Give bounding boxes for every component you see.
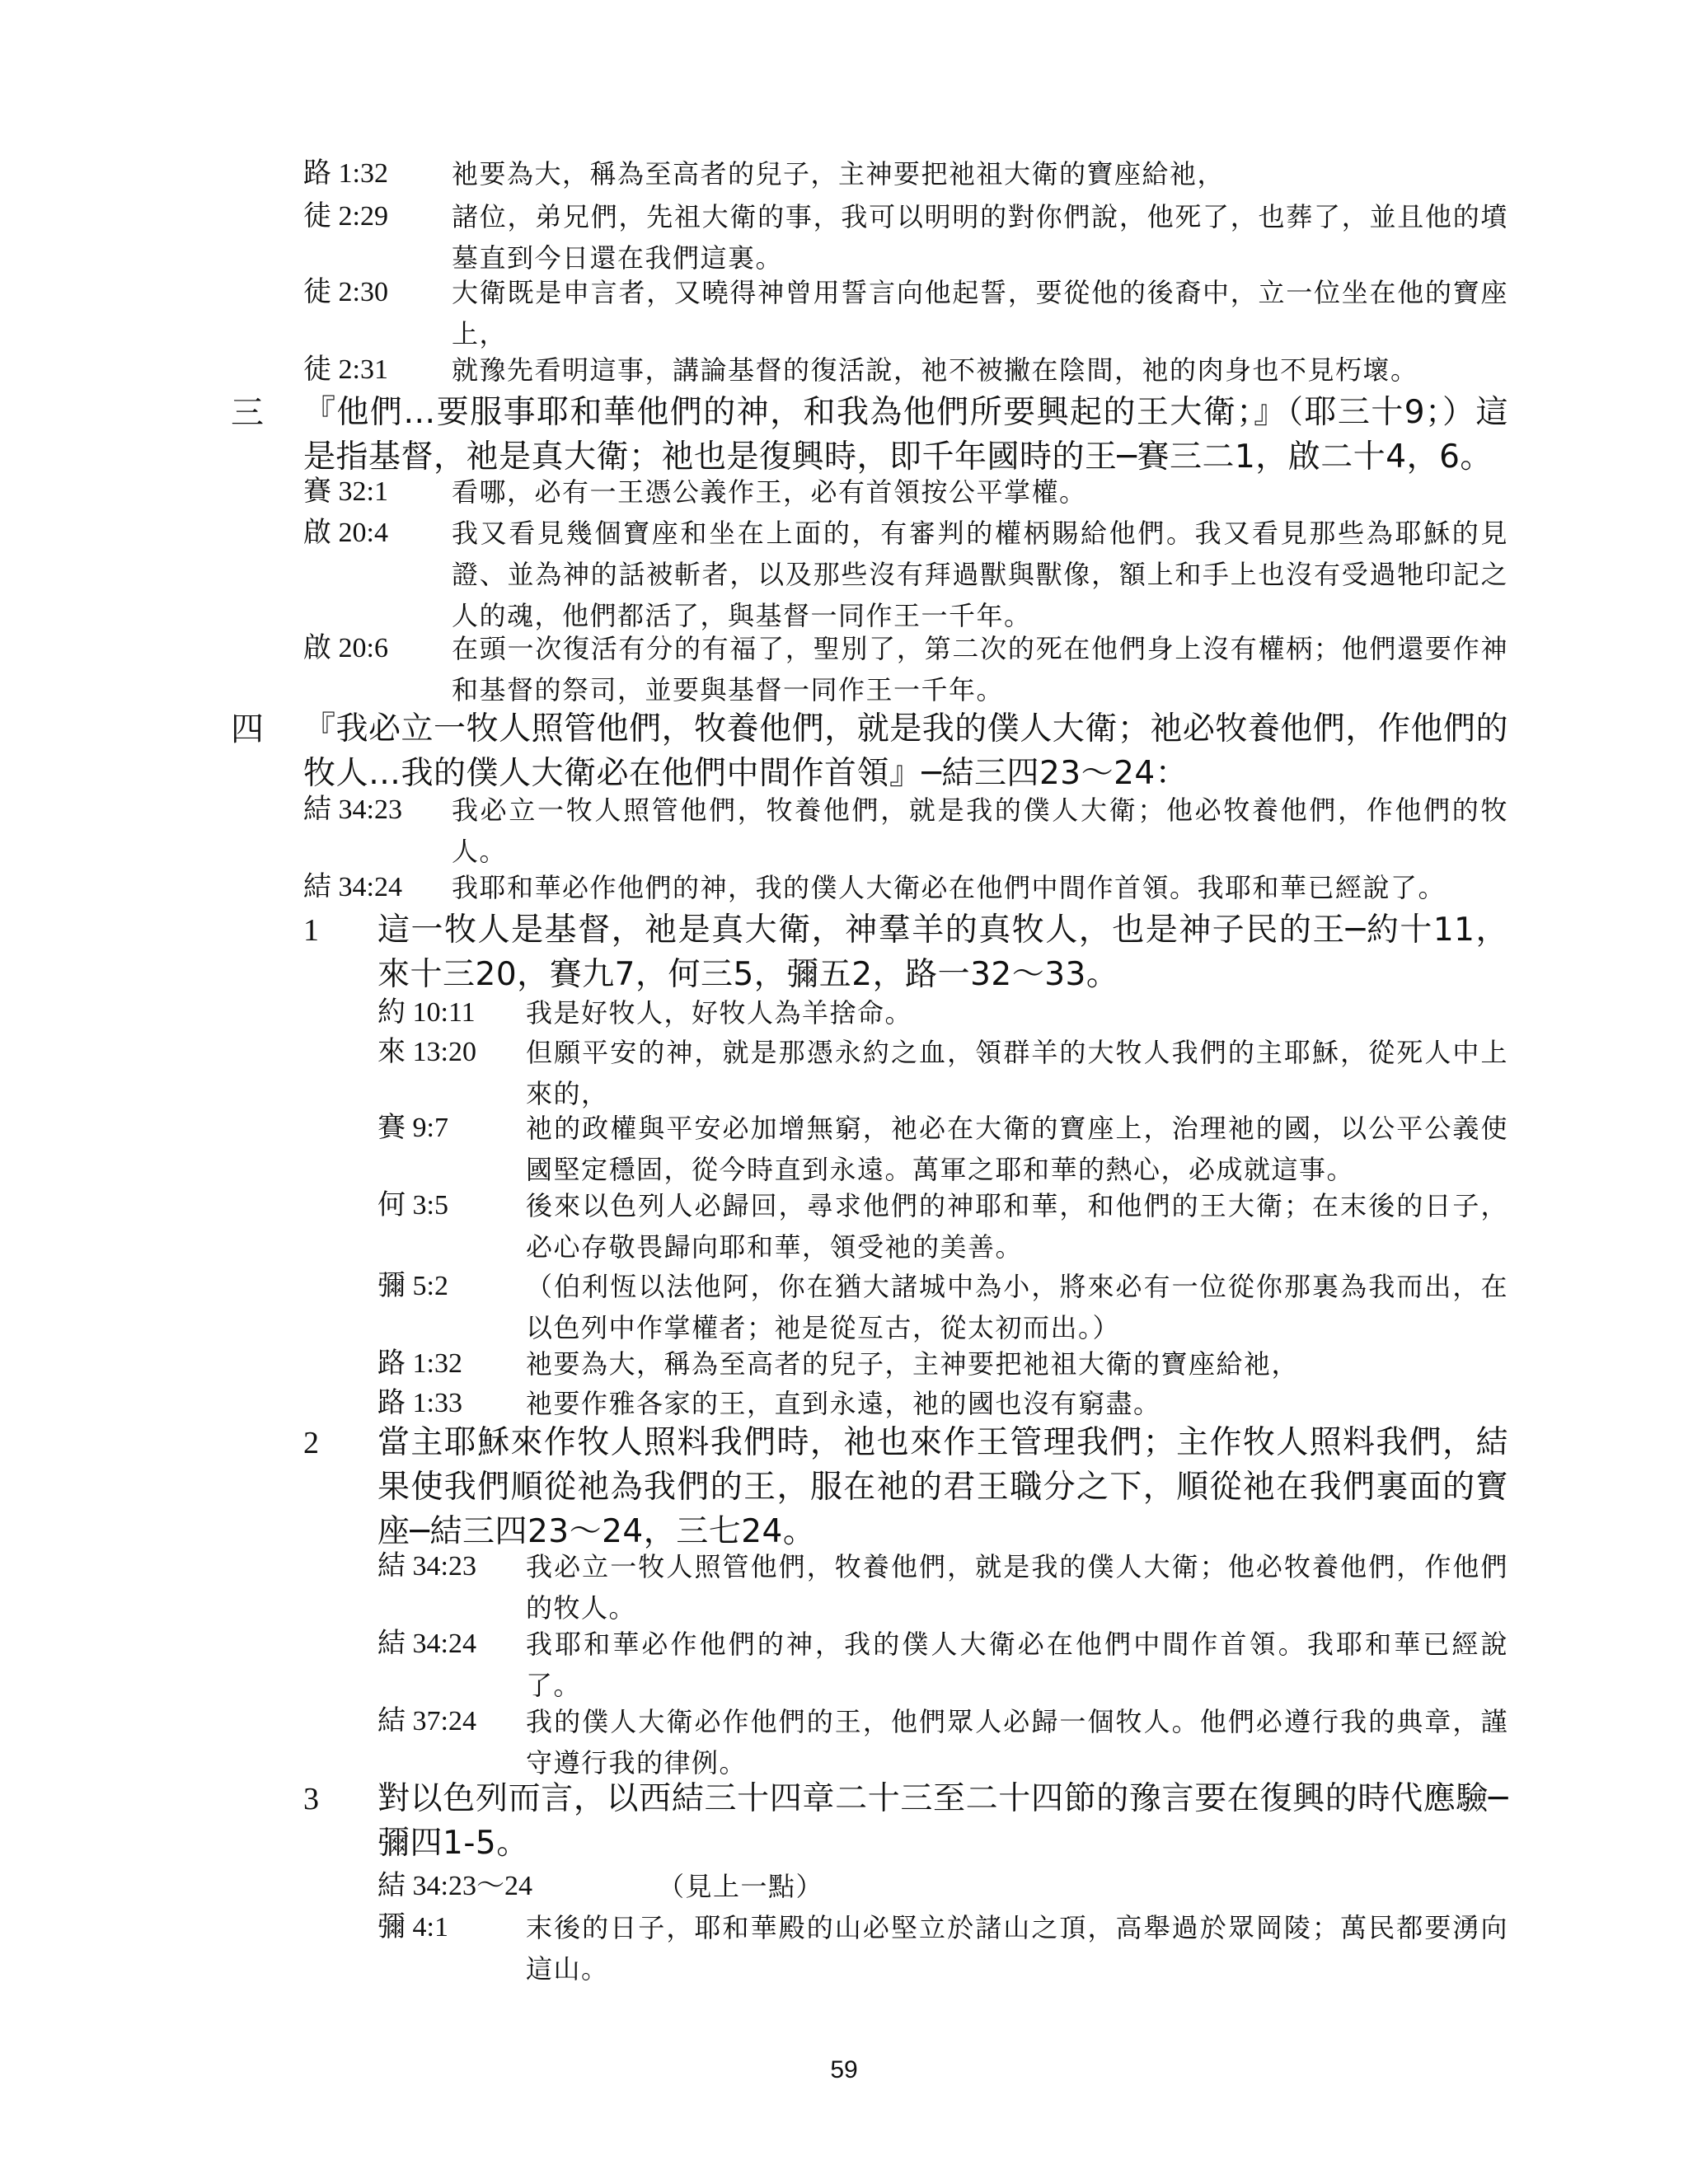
sub-point-text: 這一牧人是基督，祂是真大衛，神羣羊的真牧人，也是神子民的王─約十11，來十三20，賽九7，何三5，彌五2，路一32～33。 [377,912,1508,993]
verse-text: 我是好牧人，好牧人為羊捨命。 [526,997,913,1029]
verse-item [303,513,1508,636]
verse-item [377,1343,1508,1385]
verse-text: 祂的政權與平安必加增無窮，祂必在大衛的寶座上，治理祂的國，以公平公義使國堅定穩固，從今時直到永遠。萬軍之耶和華的熱心，必成就這事。 [526,1113,1508,1185]
verse-text: （伯利恆以法他阿，你在猶大諸城中為小，將來必有一位從你那裏為我而出，在以色列中作掌權者；祂是從亙古，從太初而出。） [526,1271,1508,1343]
verse-text: 我必立一牧人照管他們，牧養他們，就是我的僕人大衛；他必牧養他們，作他們的牧人。 [452,794,1508,867]
verse-text: 就豫先看明這事，講論基督的復活說，祂不被撇在陰間，祂的肉身也不見朽壞。 [452,354,1418,386]
verse-ref: 結 34:24 [303,872,402,902]
verse-item [377,1624,1508,1706]
verse-text: 祂要作雅各家的王，直到永遠，祂的國也沒有窮盡。 [526,1388,1161,1419]
point-marker: 三 [231,394,264,432]
verse-item [377,1546,1508,1629]
verse-ref: 路 1:32 [377,1348,462,1379]
cross-reference [377,1866,823,1907]
sub-point-number: 3 [303,1782,319,1816]
verse-item [377,1108,1508,1190]
verse-item [303,628,1508,710]
verse-item [303,471,1508,513]
verse-item [303,867,1508,908]
page-number: 59 [830,2056,858,2083]
verse-item [303,272,1508,354]
verse-ref: 啟 20:6 [303,633,388,663]
verse-text: 但願平安的神，就是那憑永約之血，領群羊的大牧人我們的主耶穌，從死人中上來的， [526,1037,1508,1109]
verse-ref: 徒 2:30 [303,277,388,307]
verse-text: 我的僕人大衛必作他們的王，他們眾人必歸一個牧人。他們必遵行我的典章，謹守遵行我的律例。 [526,1706,1508,1779]
outline-point [231,707,1508,796]
sub-point-number: 2 [303,1426,319,1460]
verse-item [377,1383,1508,1424]
sub-point-number: 1 [303,913,319,948]
point-marker: 四 [231,710,264,748]
verse-text: 看哪，必有一王憑公義作王，必有首領按公平掌權。 [452,476,1087,508]
verse-ref: 賽 9:7 [377,1113,448,1143]
verse-item [377,1907,1508,1990]
verse-item [303,349,1508,391]
sub-point [303,1777,1508,1866]
verse-item [303,790,1508,872]
point-text: 『我必立一牧人照管他們，牧養他們，就是我的僕人大衛；祂必牧養他們，作他們的牧人…我的僕人大衛必在他們中間作首領』─結三四23～24： [303,710,1508,792]
verse-ref: 結 34:23～24 [377,1871,532,1901]
sub-point-text: 對以色列而言，以西結三十四章二十三至二十四節的豫言要在復興的時代應驗─彌四1-5。 [377,1780,1508,1862]
verse-text: （見上一點） [658,1871,824,1902]
verse-text: 我耶和華必作他們的神，我的僕人大衛必在他們中間作首領。我耶和華已經說了。 [452,872,1447,903]
verse-ref: 結 37:24 [377,1706,476,1736]
verse-item [377,1701,1508,1783]
verse-ref: 路 1:32 [303,158,388,189]
verse-text: 祂要為大，稱為至高者的兒子，主神要把祂祖大衛的寶座給祂， [452,158,1226,190]
verse-item [377,1032,1508,1114]
verse-ref: 路 1:33 [377,1388,462,1418]
verse-ref: 結 34:24 [377,1629,476,1659]
verse-ref: 結 34:23 [303,794,402,825]
verse-item [377,1185,1508,1268]
verse-ref: 賽 32:1 [303,476,388,507]
verse-text: 我耶和華必作他們的神，我的僕人大衛必在他們中間作首領。我耶和華已經說了。 [526,1629,1508,1701]
verse-ref: 來 13:20 [377,1037,476,1067]
verse-ref: 何 3:5 [377,1190,448,1221]
point-text: 『他們…要服事耶和華他們的神，和我為他們所要興起的王大衛；』（耶三十9；）這是指基督，祂是真大衛；祂也是復興時，即千年國時的王─賽三二1，啟二十4，6。 [303,394,1508,476]
verse-ref: 徒 2:31 [303,354,388,385]
verse-ref: 啟 20:4 [303,518,388,548]
verse-item [303,153,1508,194]
sub-point [303,1421,1508,1554]
verse-text: 在頭一次復活有分的有福了，聖別了，第二次的死在他們身上沒有權柄；他們還要作神和基督的祭司，並要與基督一同作王一千年。 [452,633,1508,705]
verse-item [303,196,1508,279]
sub-point-text: 當主耶穌來作牧人照料我們時，祂也來作王管理我們；主作牧人照料我們，結果使我們順從祂為我們的王，服在祂的君王職分之下，順從祂在我們裏面的寶座─結三四23～24，三七24。 [377,1424,1508,1550]
verse-text: 我又看見幾個寶座和坐在上面的，有審判的權柄賜給他們。我又看見那些為耶穌的見證、並為神的話被斬者，以及那些沒有拜過獸與獸像，額上和手上也沒有受過牠印記之人的魂，他們都活了，與基督一同作王一千年。 [452,518,1508,631]
verse-item [377,1266,1508,1348]
verse-ref: 徒 2:29 [303,201,388,232]
verse-ref: 彌 4:1 [377,1912,448,1943]
verse-text: 我必立一牧人照管他們，牧養他們，就是我的僕人大衛；他必牧養他們，作他們的牧人。 [526,1551,1508,1624]
sub-point [303,908,1508,997]
verse-ref: 彌 5:2 [377,1271,448,1301]
outline-point [231,391,1508,480]
verse-ref: 約 10:11 [377,997,476,1028]
verse-ref: 結 34:23 [377,1551,476,1582]
verse-text: 諸位，弟兄們，先祖大衛的事，我可以明明的對你們說，他死了，也葬了，並且他的墳墓直到今日還在我們這裏。 [452,201,1508,274]
verse-text: 後來以色列人必歸回，尋求他們的神耶和華，和他們的王大衛；在末後的日子，必心存敬畏歸向耶和華，領受祂的美善。 [526,1190,1508,1263]
verse-text: 祂要為大，稱為至高者的兒子，主神要把祂祖大衛的寶座給祂， [526,1348,1300,1380]
verse-text: 大衛既是申言者，又曉得神曾用誓言向他起誓，要從他的後裔中，立一位坐在他的寶座上， [452,277,1508,349]
verse-text: 末後的日子，耶和華殿的山必堅立於諸山之頂，高舉過於眾岡陵；萬民都要湧向這山。 [526,1912,1508,1985]
verse-item [377,992,1508,1033]
